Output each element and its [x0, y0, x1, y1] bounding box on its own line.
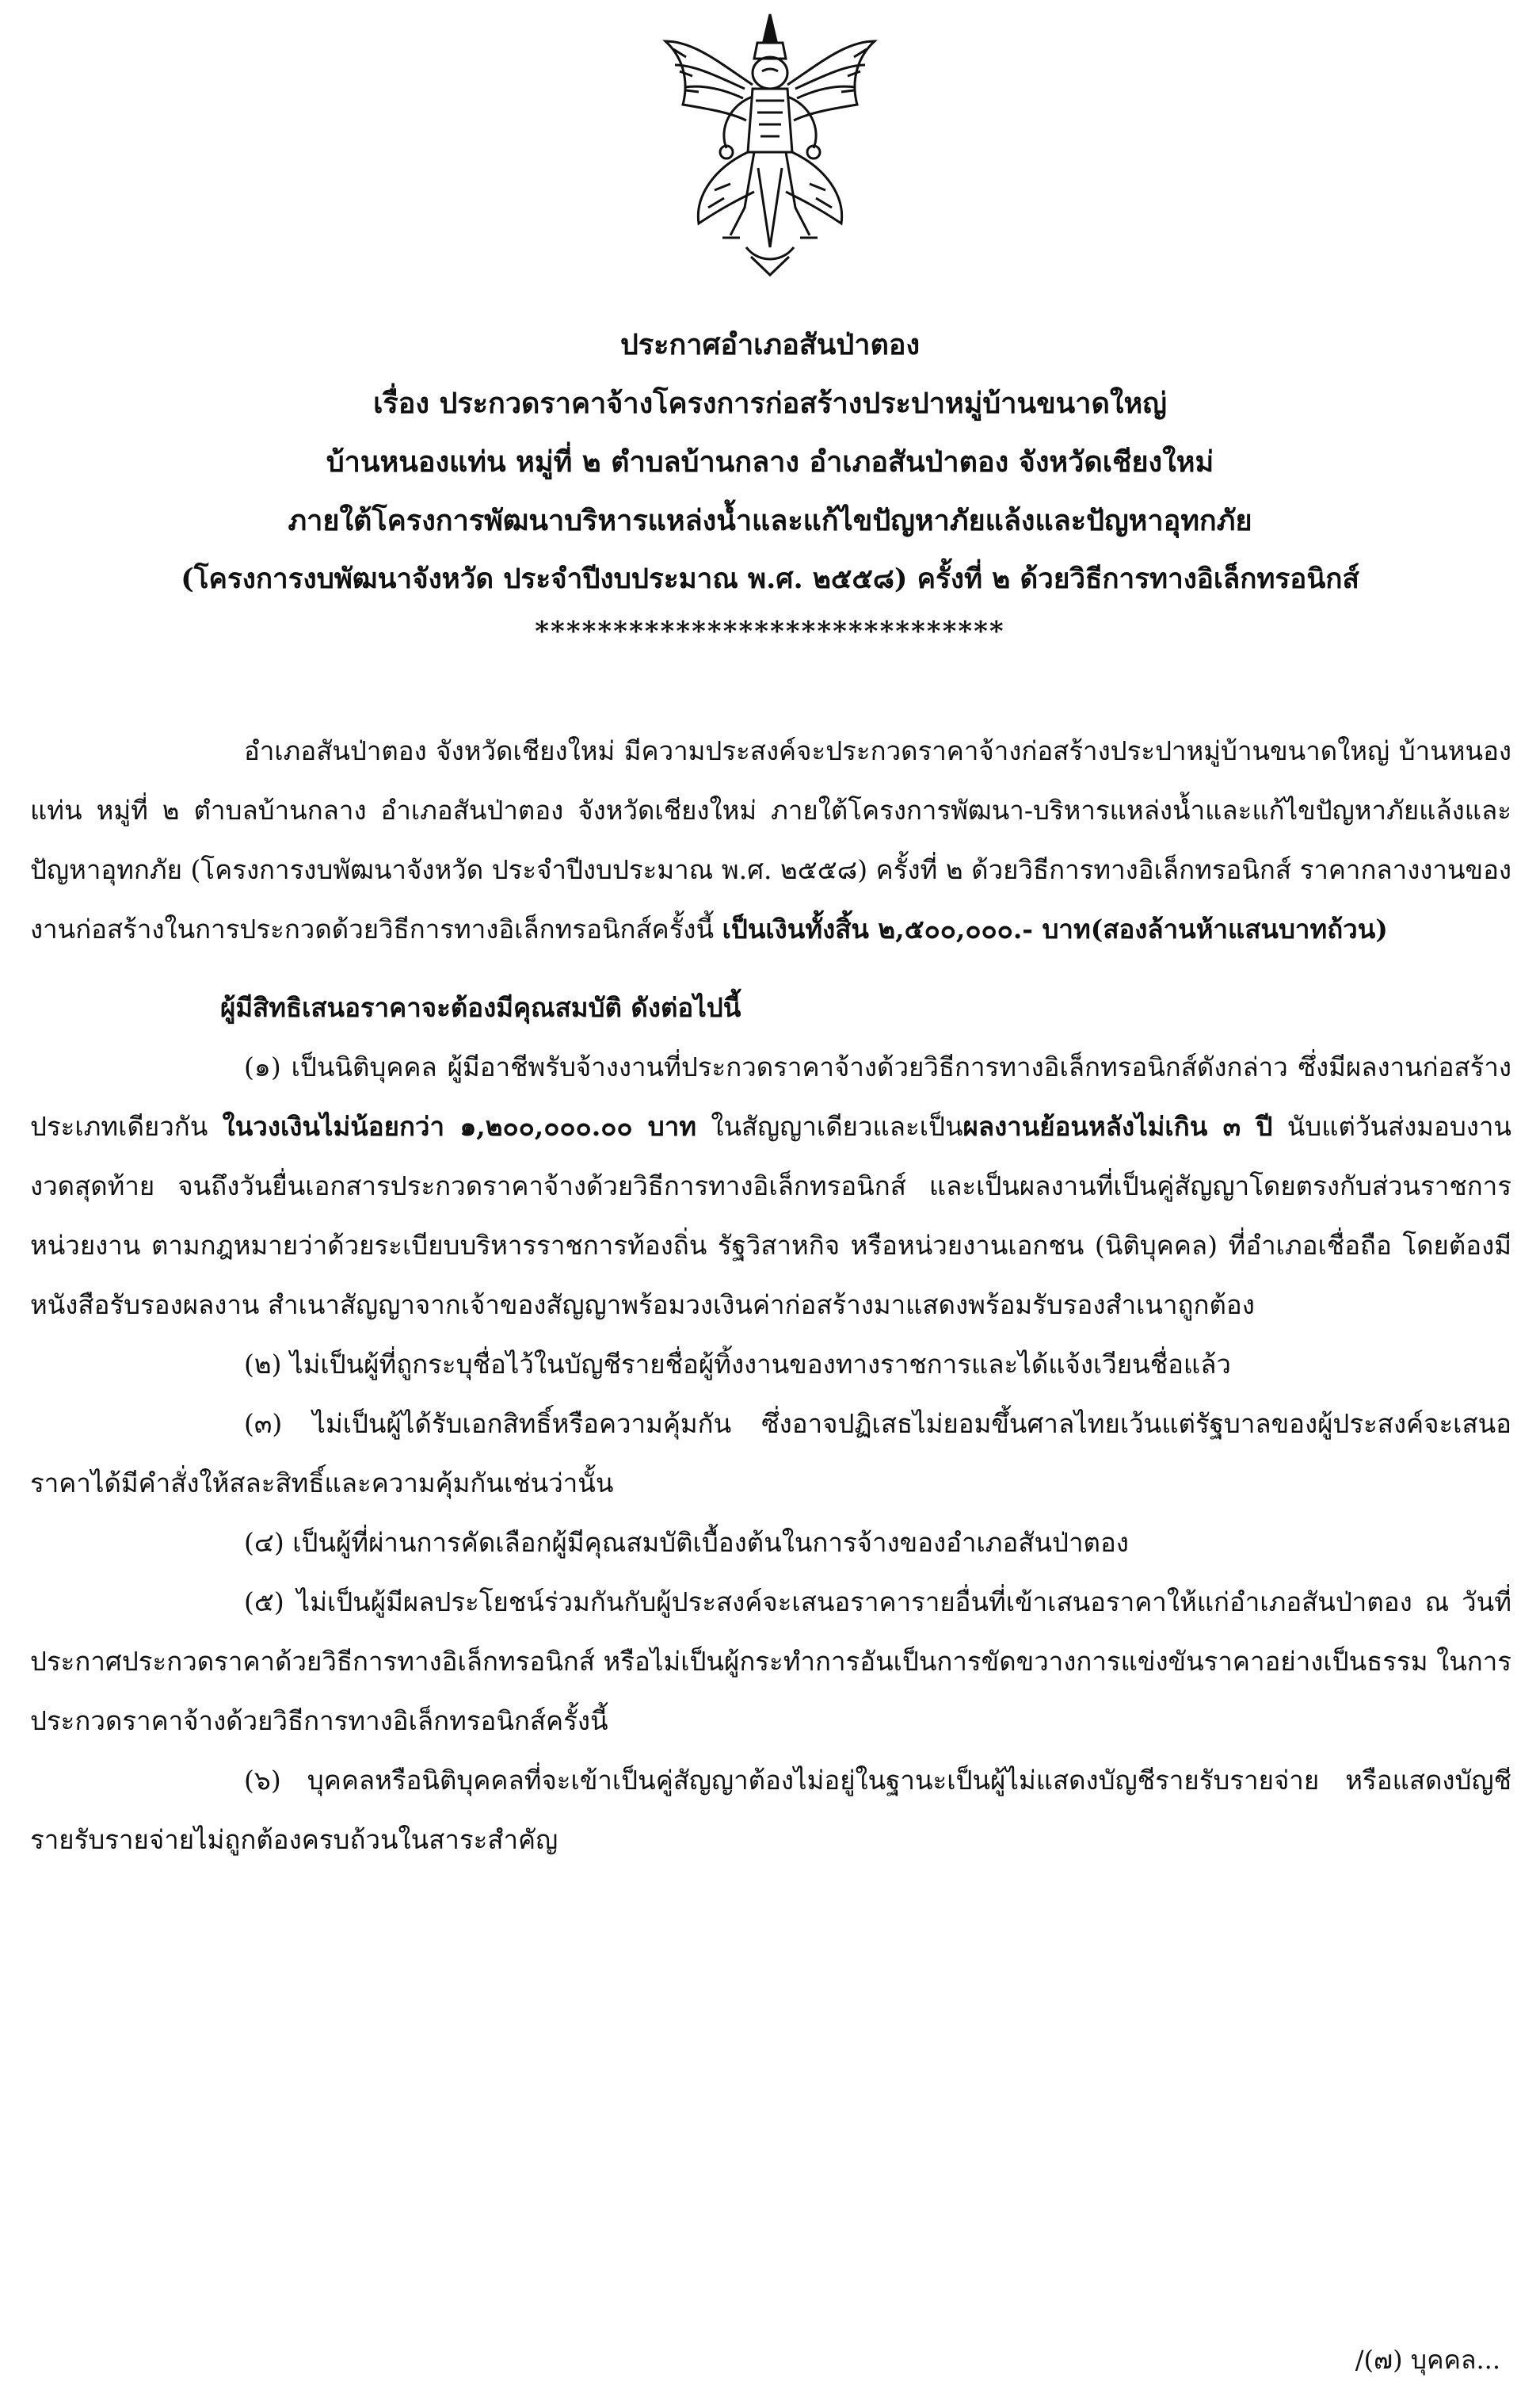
- intro-text: อำเภอสันป่าตอง จังหวัดเชียงใหม่ มีความประสงค์จะประกวดราคาจ้างก่อสร้างประปาหมู่บ้านขนาดใหญ่ บ้านหนองแท่น หมู่ที่ ๒ ตำบลบ้านกลาง อำเภอสันป่าตอง จังหวัดเชียงใหม่ ภายใต้โครงการพัฒนา-บริหารแหล่งน้ำและแก้ไขปัญหาภัยแล้งและปัญหาอุทกภัย (โครงการงบพัฒนาจังหวัด ประจำปีงบประมาณ พ.ศ. ๒๕๕๘) ครั้งที่ ๒ ด้วยวิธีการทางอิเล็กทรอนิกส์ ราคากลางงานของงานก่อสร้างในการประกวดด้วยวิธีการทางอิเล็กทรอนิกส์ครั้งนี้: [30, 735, 1511, 945]
- subject-budget: (โครงการงบพัฒนาจังหวัด ประจำปีงบประมาณ พ.ศ. ๒๕๕๘) ครั้งที่ ๒ ด้วยวิธีการทางอิเล็กทรอนิกส์: [181, 563, 1359, 595]
- item-1-text-a: (๑) เป็นนิติบุคคล ผู้มีอาชีพรับจ้างงานที่ประกวดราคาจ้างด้วยวิธีการทางอิเล็กทรอนิกส์ดังกล่าว ซึ่งมีผลงานก่อสร้างประเภทเดียวกัน: [30, 1052, 1511, 1142]
- garuda-emblem-icon: [651, 10, 889, 283]
- qualification-item-2: (๒) ไม่เป็นผู้ที่ถูกระบุชื่อไว้ในบัญชีรายชื่อผู้ทิ้งงานของทางราชการและได้แจ้งเวียนชื่อแล้ว: [244, 1349, 1231, 1380]
- qualification-item-3: (๓) ไม่เป็นผู้ได้รับเอกสิทธิ์หรือความคุ้มกัน ซึ่งอาจปฏิเสธไม่ยอมขึ้นศาลไทยเว้นแต่รัฐบาลของผู้ประสงค์จะเสนอราคาได้มีคำสั่งให้สละสิทธิ์และความคุ้มกันเช่นว่านั้น: [30, 1408, 1511, 1498]
- item-1-years: ผลงานย้อนหลังไม่เกิน ๓ ปี: [962, 1111, 1273, 1142]
- item-1-min-value: ในวงเงินไม่น้อยกว่า ๑,๒๐๐,๐๐๐.๐๐ บาท: [222, 1111, 697, 1142]
- intro-paragraph: [30, 721, 1511, 959]
- subject-line: เรื่อง ประกวดราคาจ้างโครงการก่อสร้างประปาหมู่บ้านขนาดใหญ่: [373, 387, 1167, 420]
- qualification-item-1: [30, 1037, 1511, 1334]
- divider-stars: ******************************: [535, 616, 1005, 647]
- qualifications-heading: ผู้มีสิทธิเสนอราคาจะต้องมีคุณสมบัติ ดังต่อไปนี้: [220, 992, 741, 1023]
- announcement-title: [32, 315, 1508, 655]
- continuation-marker: /(๗) บุคคล...: [1355, 2345, 1500, 2375]
- item-1-text-c: ในสัญญาเดียวและเป็น: [696, 1111, 963, 1142]
- qualification-item-6: (๖) บุคคลหรือนิติบุคคลที่จะเข้าเป็นคู่สัญญาต้องไม่อยู่ในฐานะเป็นผู้ไม่แสดงบัญชีรายรับรายจ่าย หรือแสดงบัญชีรายรับรายจ่ายไม่ถูกต้องครบถ้วนในสาระสำคัญ: [30, 1765, 1511, 1855]
- subject-location: บ้านหนองแท่น หมู่ที่ ๒ ตำบลบ้านกลาง อำเภอสันป่าตอง จังหวัดเชียงใหม่: [326, 445, 1214, 479]
- item-1-text-e: นับแต่วันส่งมอบงานงวดสุดท้าย จนถึงวันยื่นเอกสารประกวดราคาจ้างด้วยวิธีการทางอิเล็กทรอนิกส์ และเป็นผลงานที่เป็นคู่สัญญาโดยตรงกับส่วนราชการ หน่วยงาน ตามกฎหมายว่าด้วยระเบียบบริหารราชการท้องถิ่น รัฐวิสาหกิจ หรือหน่วยงานเอกชน (นิติบุคคล) ที่อำเภอเชื่อถือ โดยต้องมีหนังสือรับรองผลงาน สำเนาสัญญาจากเจ้าของสัญญาพร้อมวงเงินค่าก่อสร้างมาแสดงพร้อมรับรองสำเนาถูกต้อง: [30, 1111, 1511, 1320]
- subject-project: ภายใต้โครงการพัฒนาบริหารแหล่งน้ำและแก้ไขปัญหาภัยแล้งและปัญหาอุทกภัย: [288, 504, 1252, 537]
- announcement-body: [30, 721, 1511, 1869]
- qualification-item-4: (๔) เป็นผู้ที่ผ่านการคัดเลือกผู้มีคุณสมบัติเบื้องต้นในการจ้างของอำเภอสันป่าตอง: [244, 1527, 1129, 1558]
- org-title: ประกาศอำเภอสันป่าตอง: [619, 328, 921, 361]
- qualification-item-5: (๕) ไม่เป็นผู้มีผลประโยชน์ร่วมกันกับผู้ประสงค์จะเสนอราคารายอื่นที่เข้าเสนอราคาให้แก่อำเภอสันป่าตอง ณ วันที่ประกาศประกวดราคาด้วยวิธีการทางอิเล็กทรอนิกส์ หรือไม่เป็นผู้กระทำการอันเป็นการขัดขวางการแข่งขันราคาอย่างเป็นธรรม ในการประกวดราคาจ้างด้วยวิธีการทางอิเล็กทรอนิกส์ครั้งนี้: [30, 1586, 1511, 1736]
- intro-amount: เป็นเงินทั้งสิ้น ๒,๕๐๐,๐๐๐.- บาท(สองล้านห้าแสนบาทถ้วน): [722, 914, 1388, 945]
